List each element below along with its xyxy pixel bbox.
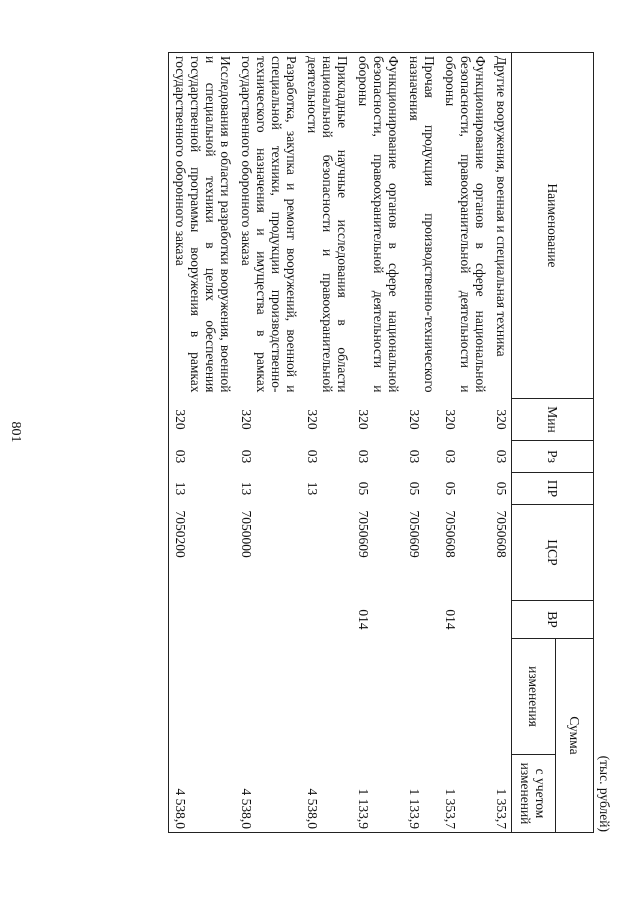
row-rz: 03: [443, 449, 458, 464]
row-min: 320: [239, 409, 254, 430]
header-sum: Сумма: [556, 639, 594, 833]
row-name: Прикладные научные исследования в области национальной безопасности и правоохранительной деятельности: [301, 53, 352, 399]
row-changes: [301, 639, 352, 755]
table-row: [403, 53, 439, 833]
row-pr: 05: [407, 481, 422, 496]
row-min: 320: [356, 409, 371, 430]
row-min: 320: [494, 409, 509, 430]
row-vr: [403, 601, 439, 639]
row-total: 4 538,0: [235, 755, 301, 833]
row-csr: [301, 505, 352, 601]
row-changes: [439, 639, 490, 755]
row-min: 320: [443, 409, 458, 430]
row-name: Функционирование органов в сфере национальной безопасности, правоохранительной деятельности и обороны: [352, 53, 403, 399]
row-csr: 7050608: [494, 510, 509, 558]
row-rz: 03: [356, 449, 371, 464]
row-rz: 03: [305, 449, 320, 464]
row-rz: 03: [239, 449, 254, 464]
row-vr: 014: [356, 609, 371, 630]
row-changes: [490, 639, 512, 755]
row-total: 1 353,7: [439, 755, 490, 833]
table-row: [169, 53, 236, 833]
header-pr: ПР: [512, 473, 594, 505]
row-vr: 014: [443, 609, 458, 630]
budget-table: [168, 52, 594, 833]
row-vr: [301, 601, 352, 639]
row-min: 320: [169, 399, 236, 441]
row-total: 1 133,9: [403, 755, 439, 833]
header-csr: ЦСР: [512, 505, 594, 601]
page-number: 801: [8, 421, 23, 443]
row-min: 320: [305, 409, 320, 430]
row-pr: 05: [494, 481, 509, 496]
header-changes: изменения: [512, 639, 556, 755]
row-vr: [235, 601, 301, 639]
row-vr: [169, 601, 236, 639]
row-rz: 03: [169, 441, 236, 473]
row-name: Прочая продукция производственно-технического назначения: [403, 53, 439, 399]
table-row: [301, 53, 352, 833]
row-vr: [490, 601, 512, 639]
row-changes: [403, 639, 439, 755]
row-csr: 7050608: [443, 510, 458, 558]
header-min: Мин: [512, 399, 594, 441]
header-name: Наименование: [512, 53, 594, 399]
table-row: [490, 53, 512, 833]
row-total: 1 133,9: [352, 755, 403, 833]
row-pr: 13: [169, 473, 236, 505]
row-name: Разработка, закупка и ремонт вооружений, военной и специальной техники, продукции производственно-технического назначения и имущества в рамках государственного оборонного заказа: [235, 53, 301, 399]
row-pr: 13: [239, 481, 254, 496]
row-total: 1 353,7: [490, 755, 512, 833]
row-csr: 7050000: [239, 510, 254, 558]
row-pr: 05: [443, 481, 458, 496]
row-name: Функционирование органов в сфере национальной безопасности, правоохранительной деятельности и обороны: [439, 53, 490, 399]
header-vr: ВР: [512, 601, 594, 639]
row-rz: 03: [494, 449, 509, 464]
row-pr: 05: [356, 481, 371, 496]
row-total: 4 538,0: [169, 755, 236, 833]
units-note: (тыс. рублей): [597, 755, 612, 832]
row-changes: [235, 639, 301, 755]
document-sheet: [146, 52, 616, 832]
row-total: 4 538,0: [301, 755, 352, 833]
row-csr: 7050609: [356, 510, 371, 558]
row-changes: [169, 639, 236, 755]
row-rz: 03: [407, 449, 422, 464]
row-name: Исследования в области разработки вооружения, военной и специальной техники в целях обеспечения государственной программы вооружения в рамках государственного оборонного заказа: [169, 53, 236, 399]
row-min: 320: [407, 409, 422, 430]
table-row: [235, 53, 301, 833]
header-rz: Рз: [512, 441, 594, 473]
row-pr: 13: [305, 481, 320, 496]
row-name: Другие вооружения, военная и специальная техника: [490, 53, 512, 399]
table-row: [439, 53, 490, 833]
table-row: [352, 53, 403, 833]
header-with-changes: с учетом изменений: [512, 755, 556, 833]
row-csr: 7050609: [407, 510, 422, 558]
row-changes: [352, 639, 403, 755]
row-csr: 7050200: [169, 505, 236, 601]
